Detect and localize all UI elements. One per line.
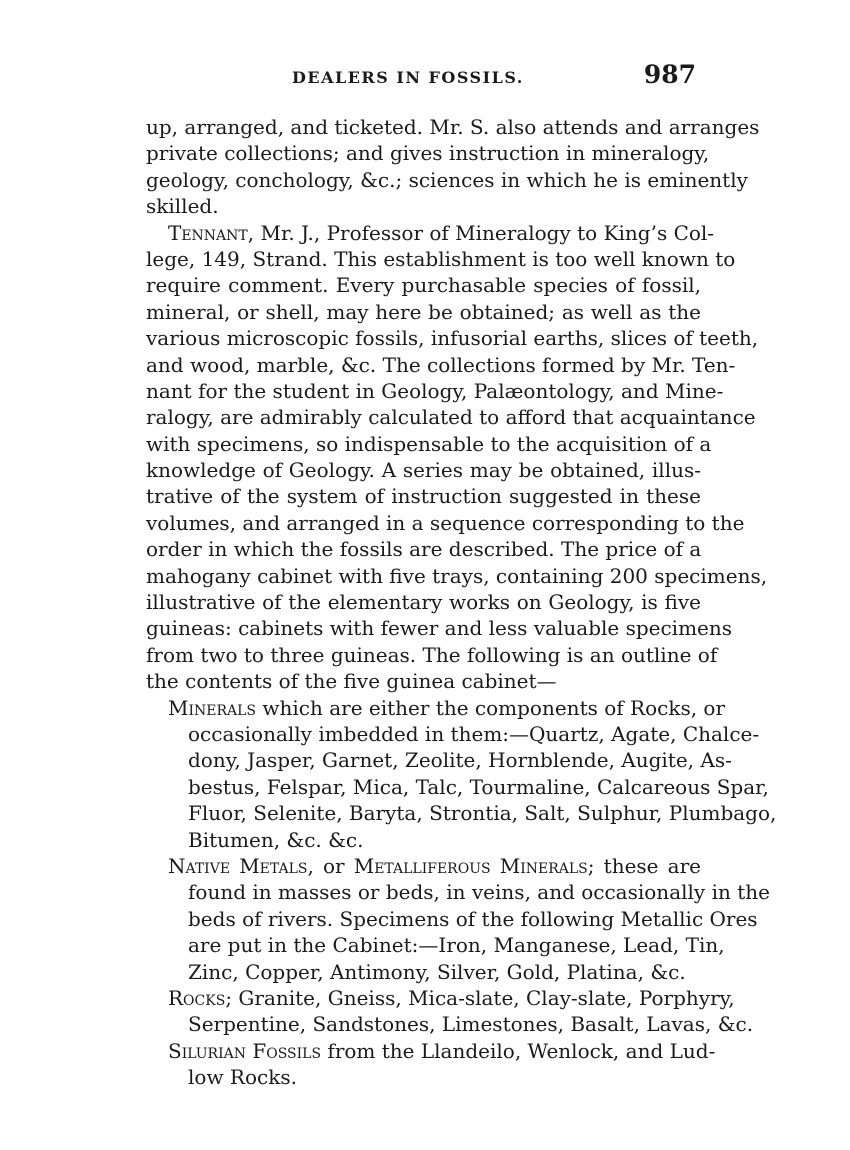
line-text: dony, Jasper, Garnet, Zeolite, Hornblende, Augite, As- [188, 748, 732, 773]
text-line [146, 404, 756, 430]
line-text: are put in the Cabinet:—Iron, Manganese, Lead, Tin, [188, 933, 725, 958]
text-line [146, 642, 718, 668]
line-text: mineral, or shell, may here be obtained; as well as the [146, 299, 701, 324]
text-line [146, 959, 701, 985]
line-text: nant for the student in Geology, Palæontology, and Mine- [146, 378, 724, 403]
text-line [146, 220, 715, 246]
page-number: 987 [643, 60, 696, 89]
line-text: or [313, 853, 354, 878]
text-line [146, 510, 745, 536]
line-text: private collections; and gives instruction in mineralogy, [146, 141, 710, 166]
line-text: lege, 149, Strand. This establishment is too well known to [146, 246, 736, 271]
text-line [146, 721, 760, 747]
line-text: Mr. J., Professor of Mineralogy to King’s Col- [254, 220, 715, 245]
text-line [146, 800, 777, 826]
entry-heading: Tennant, [168, 220, 255, 245]
text-line [146, 695, 726, 721]
entry-heading: Rocks [168, 985, 226, 1010]
entry-heading: Native Metals, [168, 853, 314, 878]
line-text: low Rocks. [188, 1065, 297, 1090]
line-text: ; these are [587, 853, 701, 878]
text-line [146, 325, 759, 351]
line-text: mahogany cabinet with five trays, containing 200 specimens, [146, 563, 768, 588]
line-text: up, arranged, and ticketed. Mr. S. also attends and arranges [146, 115, 760, 139]
text-line [146, 431, 712, 457]
text-line [146, 589, 701, 615]
line-text: ralogy, are admirably calculated to afford that acquaintance [146, 405, 756, 430]
line-text: occasionally imbedded in them:—Quartz, Agate, Chalce- [188, 721, 760, 746]
line-text: Serpentine, Sandstones, Limestones, Basalt, Lavas, &c. [188, 1012, 754, 1037]
text-line [146, 827, 701, 853]
entry-heading: Metalliferous Minerals [353, 853, 588, 878]
line-text: the contents of the five guinea cabinet— [146, 669, 557, 694]
line-text: which are either the components of Rocks, or [256, 695, 726, 720]
line-text: knowledge of Geology. A series may be obtained, illus- [146, 458, 701, 483]
text-line [146, 140, 710, 166]
line-text: require comment. Every purchasable species of fossil, [146, 273, 701, 298]
text-line [146, 853, 701, 879]
running-title: DEALERS IN FOSSILS. [292, 68, 524, 87]
text-line [146, 774, 769, 800]
line-text: and wood, marble, &c. The collections formed by Mr. Ten- [146, 352, 736, 377]
body-text [146, 114, 777, 1090]
text-line [146, 193, 701, 219]
text-line [146, 114, 760, 140]
line-text: geology, conchology, &c.; sciences in which he is eminently [146, 167, 748, 192]
line-text: ; Granite, Gneiss, Mica-slate, Clay-slate, Porphyry, [225, 985, 735, 1010]
line-text: various microscopic fossils, infusorial earths, slices of teeth, [146, 326, 759, 351]
text-line [146, 906, 758, 932]
text-line [146, 985, 735, 1011]
text-line [146, 483, 701, 509]
line-text: skilled. [146, 194, 219, 219]
text-line [146, 1038, 716, 1064]
text-line [146, 1064, 701, 1090]
line-text: order in which the fossils are described. The price of a [146, 537, 702, 562]
text-line [146, 246, 736, 272]
line-text: trative of the system of instruction suggested in these [146, 484, 701, 509]
running-head [146, 60, 698, 96]
line-text: Zinc, Copper, Antimony, Silver, Gold, Platina, &c. [188, 959, 686, 984]
line-text: with specimens, so indispensable to the acquisition of a [146, 431, 712, 456]
entry-heading: Silurian Fossils [168, 1038, 322, 1063]
text-line [146, 563, 768, 589]
line-text: from two to three guineas. The following is an outline of [146, 642, 718, 667]
text-line [146, 1011, 754, 1037]
text-line [146, 536, 701, 562]
text-line [146, 378, 724, 404]
text-line [146, 457, 701, 483]
text-line [146, 932, 725, 958]
line-text: Fluor, Selenite, Baryta, Strontia, Salt, Sulphur, Plumbago, [188, 801, 777, 826]
text-line [146, 668, 701, 694]
line-text: found in masses or beds, in veins, and occasionally in the [188, 880, 770, 905]
line-text: bestus, Felspar, Mica, Talc, Tourmaline, Calcareous Spar, [188, 774, 769, 799]
line-text: guineas: cabinets with fewer and less valuable specimens [146, 616, 733, 641]
text-line [146, 747, 732, 773]
text-line [146, 879, 770, 905]
line-text: from the Llandeilo, Wenlock, and Lud- [321, 1038, 716, 1063]
text-line [146, 352, 736, 378]
line-text: illustrative of the elementary works on Geology, is five [146, 590, 701, 615]
line-text: volumes, and arranged in a sequence corresponding to the [146, 510, 745, 535]
line-text: beds of rivers. Specimens of the following Metallic Ores [188, 906, 758, 931]
text-line [146, 299, 701, 325]
text-line [146, 167, 748, 193]
text-line [146, 615, 733, 641]
text-line [146, 272, 701, 298]
line-text: Bitumen, &c. &c. [188, 827, 364, 852]
entry-heading: Minerals [168, 695, 257, 720]
